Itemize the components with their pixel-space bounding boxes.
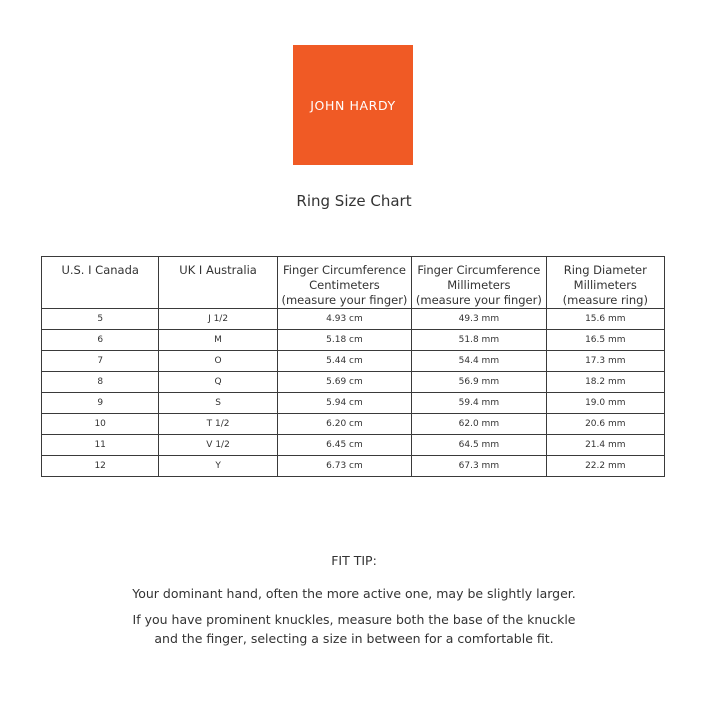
cell-ring-diameter: 17.3 mm xyxy=(546,351,664,372)
table-row xyxy=(42,309,665,330)
cell-us-size: 5 xyxy=(42,309,159,330)
cell-circumference-mm: 64.5 mm xyxy=(412,435,546,456)
header-line: (measure your finger) xyxy=(281,293,408,307)
header-uk-australia xyxy=(159,257,277,309)
cell-circumference-mm: 62.0 mm xyxy=(412,414,546,435)
cell-circumference-cm: 5.18 cm xyxy=(277,330,411,351)
header-line: (measure ring) xyxy=(562,293,648,307)
header-ring-diameter xyxy=(546,257,664,309)
cell-us-size: 9 xyxy=(42,393,159,414)
cell-uk-size: J 1/2 xyxy=(159,309,277,330)
cell-uk-size: O xyxy=(159,351,277,372)
header-us-canada xyxy=(42,257,159,309)
page-title: Ring Size Chart xyxy=(296,192,412,210)
fit-tip-line-knuckles-2: and the finger, selecting a size in between for a comfortable fit. xyxy=(154,631,554,646)
header-circumference-mm xyxy=(412,257,546,309)
cell-circumference-cm: 6.73 cm xyxy=(277,456,411,477)
header-line: Millimeters xyxy=(573,278,637,292)
cell-circumference-mm: 59.4 mm xyxy=(412,393,546,414)
cell-ring-diameter: 21.4 mm xyxy=(546,435,664,456)
cell-circumference-cm: 5.69 cm xyxy=(277,372,411,393)
header-line: Finger Circumference xyxy=(283,263,406,277)
header-line: Millimeters xyxy=(447,278,511,292)
fit-tip-line-knuckles-1: If you have prominent knuckles, measure both the base of the knuckle xyxy=(132,612,576,627)
brand-logo-text: JOHN HARDY xyxy=(310,97,396,113)
header-line: (measure your finger) xyxy=(415,293,542,307)
table-row xyxy=(42,372,665,393)
table-header xyxy=(42,257,665,309)
table-row xyxy=(42,351,665,372)
cell-ring-diameter: 15.6 mm xyxy=(546,309,664,330)
cell-circumference-mm: 49.3 mm xyxy=(412,309,546,330)
fit-tip-title: FIT TIP: xyxy=(331,553,377,568)
header-line: Ring Diameter xyxy=(563,263,647,277)
cell-us-size: 8 xyxy=(42,372,159,393)
cell-ring-diameter: 19.0 mm xyxy=(546,393,664,414)
cell-us-size: 10 xyxy=(42,414,159,435)
table-body xyxy=(42,309,665,477)
cell-ring-diameter: 18.2 mm xyxy=(546,372,664,393)
cell-uk-size: T 1/2 xyxy=(159,414,277,435)
cell-us-size: 7 xyxy=(42,351,159,372)
header-circumference-cm xyxy=(277,257,411,309)
header-line: Finger Circumference xyxy=(417,263,541,277)
cell-circumference-cm: 5.44 cm xyxy=(277,351,411,372)
cell-uk-size: V 1/2 xyxy=(159,435,277,456)
cell-ring-diameter: 16.5 mm xyxy=(546,330,664,351)
cell-circumference-mm: 54.4 mm xyxy=(412,351,546,372)
cell-circumference-cm: 6.45 cm xyxy=(277,435,411,456)
table-row xyxy=(42,330,665,351)
table-row xyxy=(42,435,665,456)
table-row xyxy=(42,456,665,477)
cell-uk-size: S xyxy=(159,393,277,414)
table-header-row xyxy=(42,257,665,309)
header-line: Centimeters xyxy=(309,278,380,292)
cell-circumference-mm: 67.3 mm xyxy=(412,456,546,477)
cell-us-size: 11 xyxy=(42,435,159,456)
cell-us-size: 6 xyxy=(42,330,159,351)
cell-uk-size: Q xyxy=(159,372,277,393)
cell-us-size: 12 xyxy=(42,456,159,477)
ring-size-table xyxy=(41,256,665,477)
brand-logo xyxy=(293,45,413,165)
cell-ring-diameter: 22.2 mm xyxy=(546,456,664,477)
table-row xyxy=(42,393,665,414)
header-line: UK I Australia xyxy=(179,263,257,277)
cell-circumference-cm: 6.20 cm xyxy=(277,414,411,435)
fit-tip-line-dominant-hand: Your dominant hand, often the more active one, may be slightly larger. xyxy=(132,586,576,601)
header-line: U.S. I Canada xyxy=(61,263,139,277)
table-row xyxy=(42,414,665,435)
cell-circumference-cm: 5.94 cm xyxy=(277,393,411,414)
cell-uk-size: Y xyxy=(159,456,277,477)
cell-ring-diameter: 20.6 mm xyxy=(546,414,664,435)
cell-circumference-cm: 4.93 cm xyxy=(277,309,411,330)
fit-tip-paragraph-knuckles xyxy=(0,610,708,648)
cell-circumference-mm: 56.9 mm xyxy=(412,372,546,393)
cell-circumference-mm: 51.8 mm xyxy=(412,330,546,351)
cell-uk-size: M xyxy=(159,330,277,351)
